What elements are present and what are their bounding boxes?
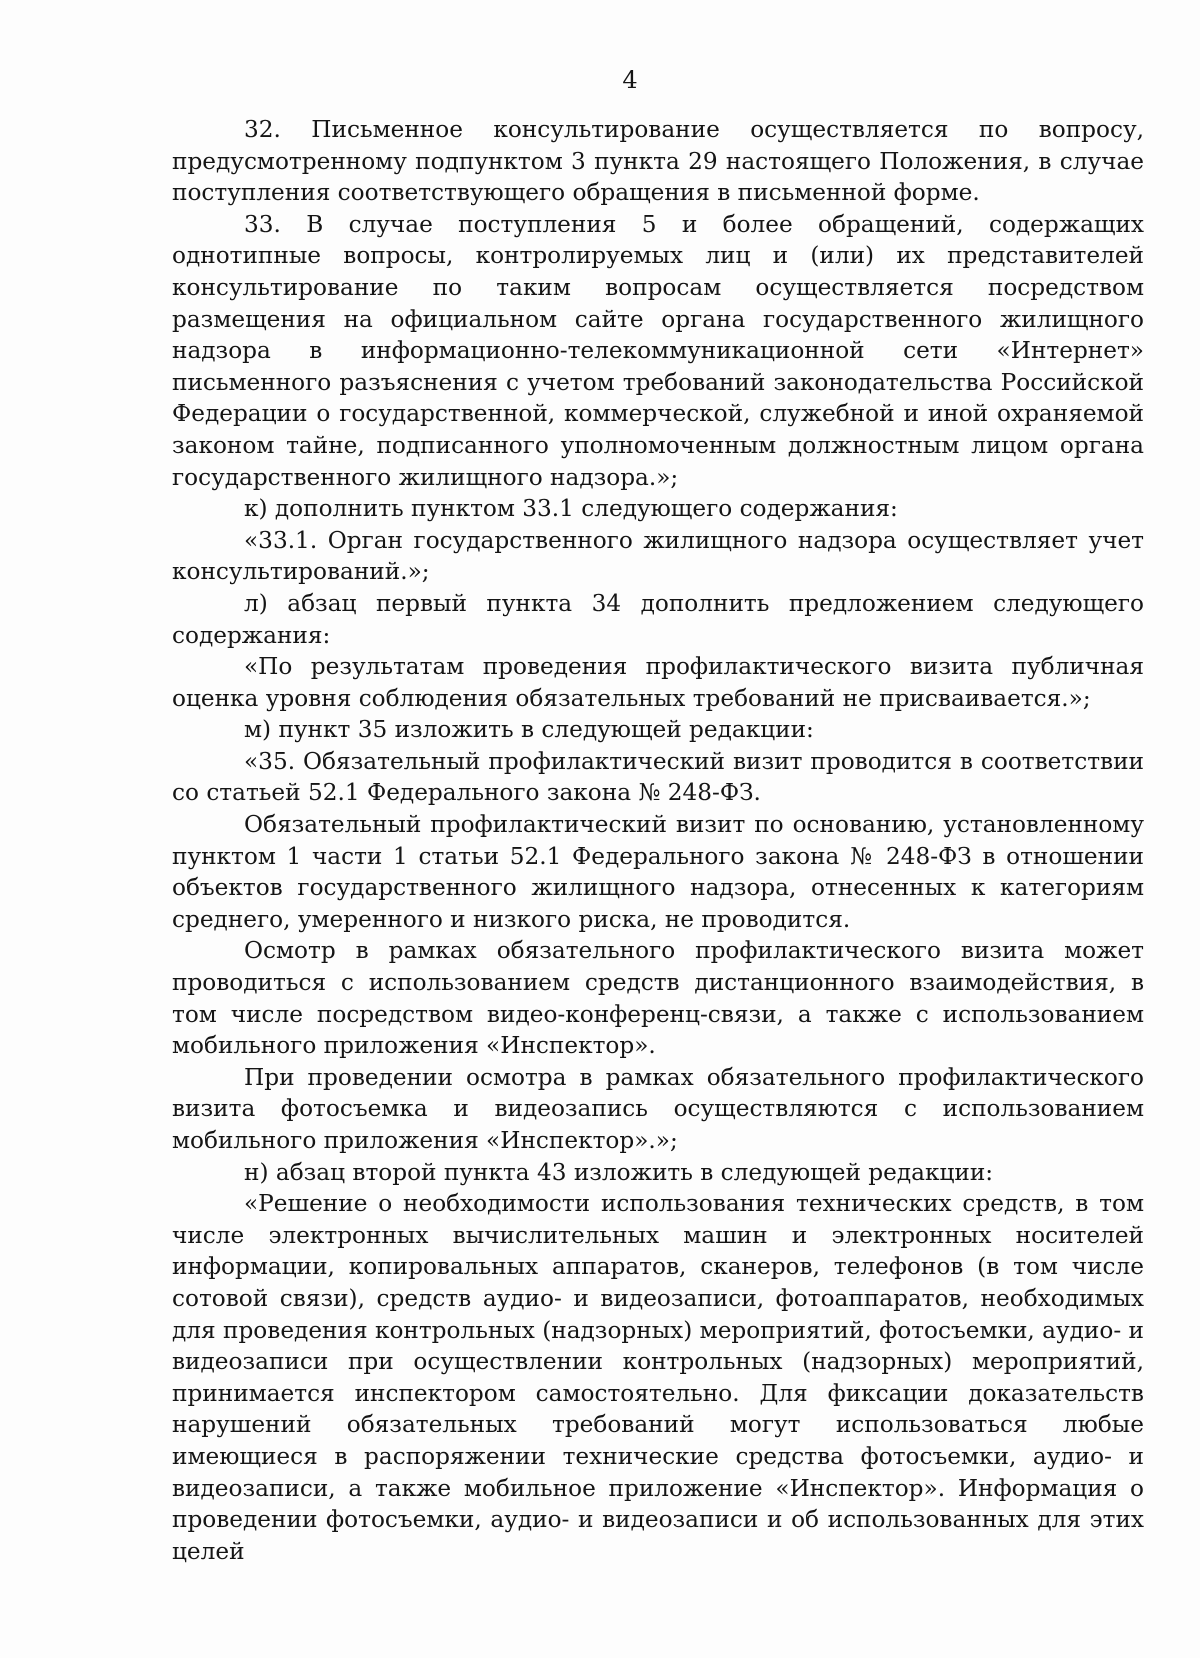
document-body	[172, 114, 1144, 1567]
paragraph-amendment-n: н) абзац второй пункта 43 изложить в следующей редакции:	[244, 1158, 994, 1186]
paragraph-35-part-2: Обязательный профилактический визит по основанию, установленному пунктом 1 части 1 статьи 52.1 Федерального закона № 248-ФЗ в отношении объектов государственного жилищного надзора, отнесенных к категориям среднего, умеренного и низкого риска, не проводится.	[172, 811, 1144, 933]
paragraph-32: 32. Письменное консультирование осуществляется по вопросу, предусмотренному подпунктом 3 пункта 29 настоящего Положения, в случае поступления соответствующего обращения в письменной форме.	[172, 116, 1144, 207]
paragraph-amendment-k: к) дополнить пунктом 33.1 следующего содержания:	[244, 495, 898, 523]
paragraph-amendment-l: л) абзац первый пункта 34 дополнить предложением следующего содержания:	[172, 589, 1144, 649]
paragraph-33: 33. В случае поступления 5 и более обращений, содержащих однотипные вопросы, контролируемых лиц и (или) их представителей консультирование по таким вопросам осуществляется посредством размещения на официальном сайте органа государственного жилищного надзора в информационно-телекоммуникационной сети «Интернет» письменного разъяснения с учетом требований законодательства Российской Федерации о государственной, коммерческой, служебной и иной охраняемой законом тайне, подписанного уполномоченным должностным лицом органа государственного жилищного надзора.»;	[172, 210, 1144, 491]
paragraph-33-1: «33.1. Орган государственного жилищного надзора осуществляет учет консультирований.»;	[172, 526, 1144, 586]
paragraph-amendment-m: м) пункт 35 изложить в следующей редакции:	[244, 716, 814, 744]
paragraph-35-part-3: Осмотр в рамках обязательного профилактического визита может проводиться с использованием средств дистанционного взаимодействия, в том числе посредством видео-конференц-связи, а также с использованием мобильного приложения «Инспектор».	[172, 937, 1144, 1060]
paragraph-35-part-4: При проведении осмотра в рамках обязательного профилактического визита фотосъемка и видеозапись осуществляются с использованием мобильного приложения «Инспектор».»;	[172, 1063, 1144, 1154]
paragraph-34-addition: «По результатам проведения профилактического визита публичная оценка уровня соблюдения обязательных требований не присваивается.»;	[172, 653, 1144, 712]
paragraph-35: «35. Обязательный профилактический визит проводится в соответствии со статьей 52.1 Федерального закона № 248-ФЗ.	[172, 747, 1144, 807]
page-number: 4	[622, 66, 638, 94]
paragraph-43: «Решение о необходимости использования технических средств, в том числе электронных вычислительных машин и электронных носителей информации, копировальных аппаратов, сканеров, телефонов (в том числе сотовой связи), средств аудио- и видеозаписи, фотоаппаратов, необходимых для проведения контрольных (надзорных) мероприятий, фотосъемки, аудио- и видеозаписи при осуществлении контрольных (надзорных) мероприятий, принимается инспектором самостоятельно. Для фиксации доказательств нарушений обязательных требований могут использоваться любые имеющиеся в распоряжении технические средства фотосъемки, аудио- и видеозаписи, а также мобильное приложение «Инспектор». Информация о проведении фотосъемки, аудио- и видеозаписи и об использованных для этих целей	[172, 1190, 1144, 1565]
